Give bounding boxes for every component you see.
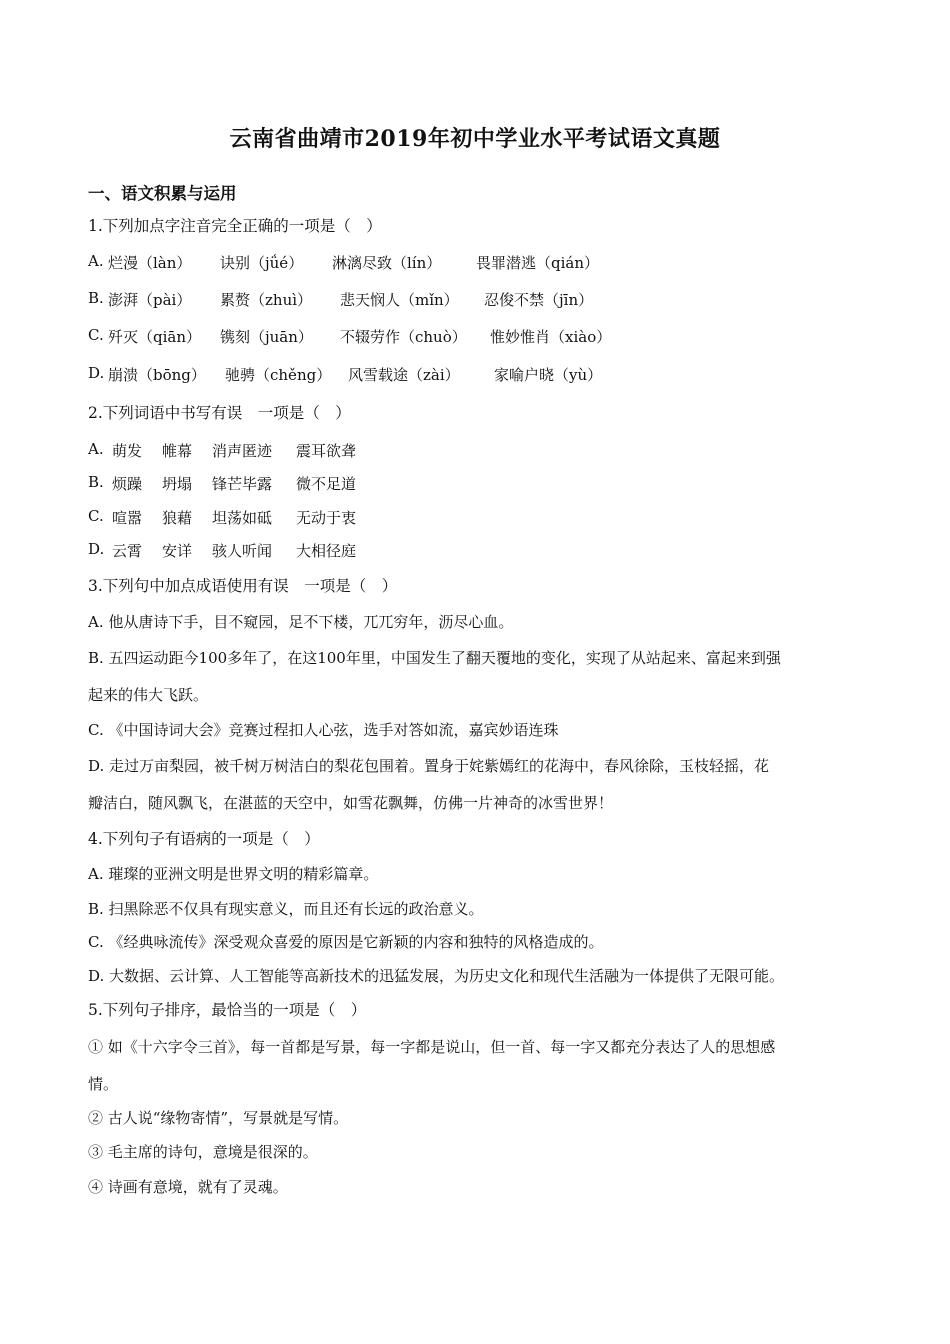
question-5-stem: 5.下列句子排序，最恰当的一项是（ ） <box>88 1001 367 1019</box>
document-page: 云南省曲靖市2019年初中学业水平考试语文真题 一、语文积累与运用 1.下列加点字注音完全正确的一项是（ ） A. 烂漫（làn） 诀别（jǘé） 淋漓尽致（lín） 畏罪潜逃（qián） B. 澎湃（pài） 累赘（zhuì） 悲天悯人（mǐn） 忍俊不禁（jīn） C. 歼灭（qiān） 镌刻（juān） 不辍劳作（chuò） 惟妙惟肖（xiào） D. 崩溃（bōng） 驰骋（chěng） 风雪载途（zài） 家喻户晓（yù） 2.下列词语中书写有误 一项是（ ） A. 萌发 帷幕 消声匿迹 震耳欲聋 B. 烦躁 坍塌 锋芒毕露 微不足道 C. 喧嚣 狼藉 坦荡如砥 无动于衷 D. 云霄 安详 骇人听闻 大相径庭 3.下列句中加点成语使用有误 一项是（ ） A. 他从唐诗下手，目不窥园，足不下楼，兀兀穷年，沥尽心血。 B. 五四运动距今100多年了，在这100年里，中国发生了翻天覆地的变化，实现了从站起来、富起来到强 起来的伟大飞跃。 C. 《中国诗词大会》竞赛过程扣人心弦，选手对答如流，嘉宾妙语连珠 D. 走过万亩梨园，被千树万树洁白的梨花包围着。置身于姹紫嫣红的花海中，春风徐除，玉枝轻摇，花 瓣洁白，随风飘飞，在湛蓝的天空中，如雪花飘舞，仿佛一片神奇的冰雪世界！ 4.下列句子有语病的一项是（ ） A. 璀璨的亚洲文明是世界文明的精彩篇章。 B. 扫黑除恶不仅具有现实意义，而且还有长远的政治意义。 C. 《经典咏流传》深受观众喜爱的原因是它新颖的内容和独特的风格造成的。 D. 大数据、云计算、人工智能等高新技术的迅猛发展，为历史文化和现代生活融为一体提供了无限可能。 5.下列句子排序，最恰当的一项是（ ） ① 如《十六字令三首》，每一首都是写景，每一字都是说山，但一首、每一字又都充分表达了人的思想感 情。 ② 古人说“缘物寄情”，写景就是写情。 ③ 毛主席的诗句，意境是很深的。 ④ 诗画有意境，就有了灵魂。 <box>0 0 950 1344</box>
question-3-stem: 3.下列句中加点成语使用有误 一项是（ ） <box>88 577 398 595</box>
section-heading: 一、语文积累与运用 <box>88 184 237 203</box>
q5-sentence-3: ③ 毛主席的诗句，意境是很深的。 <box>88 1143 318 1161</box>
q3-option-d-line2: 瓣洁白，随风飘飞，在湛蓝的天空中，如雪花飘舞，仿佛一片神奇的冰雪世界！ <box>88 794 614 812</box>
q3-option-a: A. 他从唐诗下手，目不窥园，足不下楼，兀兀穷年，沥尽心血。 <box>88 613 514 631</box>
q4-option-b: B. 扫黑除恶不仅具有现实意义，而且还有长远的政治意义。 <box>88 900 484 918</box>
q3-option-c: C. 《中国诗词大会》竞赛过程扣人心弦，选手对答如流，嘉宾妙语连珠 <box>88 721 559 739</box>
q4-option-d: D. 大数据、云计算、人工智能等高新技术的迅猛发展，为历史文化和现代生活融为一体提供了无限可能。 <box>88 967 785 985</box>
q4-option-c: C. 《经典咏流传》深受观众喜爱的原因是它新颖的内容和独特的风格造成的。 <box>88 933 604 951</box>
question-2-stem: 2.下列词语中书写有误 一项是（ ） <box>88 404 351 422</box>
q5-sentence-1-line1: ① 如《十六字令三首》，每一首都是写景，每一字都是说山，但一首、每一字又都充分表达了人的思想感 <box>88 1038 776 1056</box>
q5-sentence-1-line2: 情。 <box>88 1075 119 1093</box>
q3-option-d-line1: D. 走过万亩梨园，被千树万树洁白的梨花包围着。置身于姹紫嫣红的花海中，春风徐除，玉枝轻摇，花 <box>88 757 770 775</box>
q5-sentence-2: ② 古人说“缘物寄情”，写景就是写情。 <box>88 1109 349 1127</box>
question-4-stem: 4.下列句子有语病的一项是（ ） <box>88 830 320 848</box>
q5-sentence-4: ④ 诗画有意境，就有了灵魂。 <box>88 1178 288 1196</box>
q3-option-b-line2: 起来的伟大飞跃。 <box>88 686 209 704</box>
q3-option-b-line1: B. 五四运动距今100多年了，在这100年里，中国发生了翻天覆地的变化，实现了从站起来、富起来到强 <box>88 649 781 667</box>
question-1-stem: 1.下列加点字注音完全正确的一项是（ ） <box>88 217 382 235</box>
q4-option-a: A. 璀璨的亚洲文明是世界文明的精彩篇章。 <box>88 865 379 883</box>
page-title: 云南省曲靖市2019年初中学业水平考试语文真题 <box>229 126 721 152</box>
